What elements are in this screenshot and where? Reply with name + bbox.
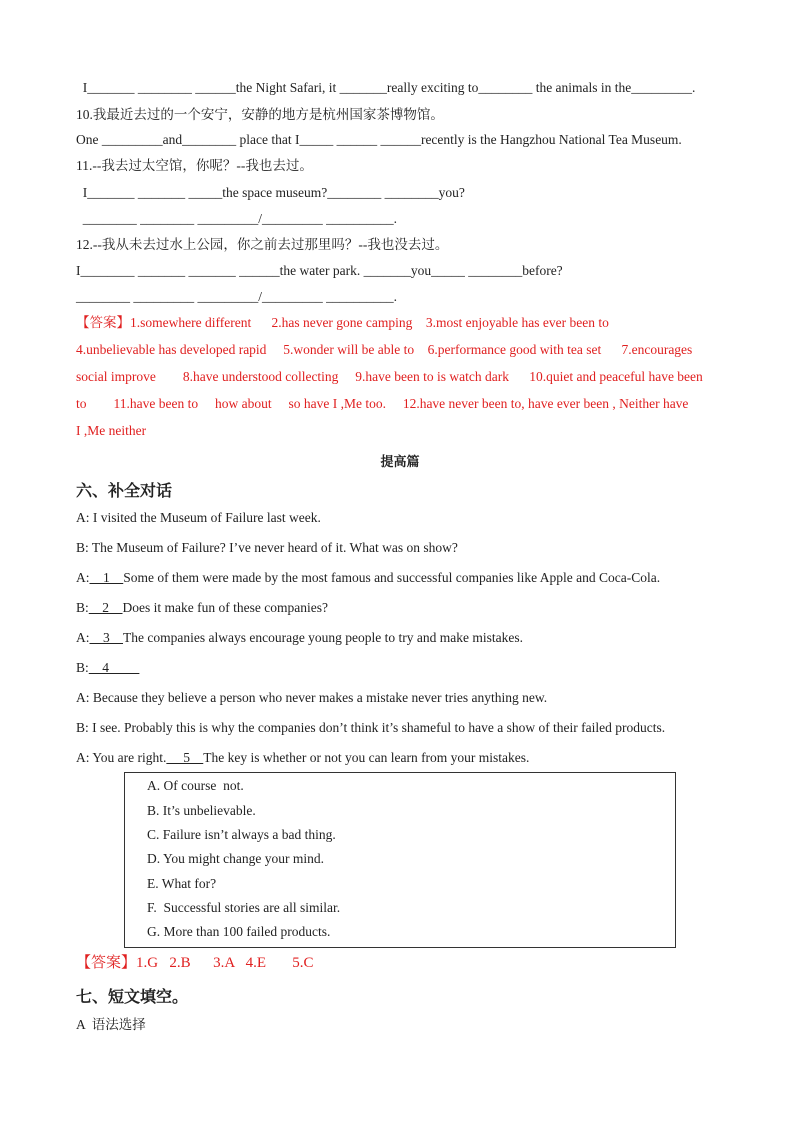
section-7-heading: 七、短文填空。 — [76, 987, 189, 1006]
exercise-prompt-11: 11.--我去过太空馆，你呢？--我也去过。 — [76, 158, 313, 173]
option-b: B. It’s unbelievable. — [147, 803, 256, 818]
speaker-a: A: — [76, 630, 90, 645]
exercise-line-11a: I_______ _______ _____the space museum?________ ________you? — [76, 185, 465, 200]
dialogue-line-1: A: I visited the Museum of Failure last week. — [76, 510, 321, 525]
dialogue-text: Some of them were made by the most famous and successful companies like Apple and Coca-Cola. — [123, 570, 661, 585]
blank-2: 2 — [88, 600, 123, 615]
speaker-b: B: — [76, 600, 89, 615]
answer-line-3: social improve 8.have understood collecting 9.have been to is watch dark 10.quiet and peaceful have been — [76, 369, 703, 384]
dialogue-line-7: A: Because they believe a person who never makes a mistake never tries anything new. — [76, 690, 548, 705]
dialogue-line-5 — [76, 629, 523, 647]
section-6-heading: 六、补全对话 — [76, 481, 173, 500]
option-f: F. Successful stories are all similar. — [147, 900, 341, 915]
dialogue-line-2: B: The Museum of Failure? I’ve never heard of it. What was on show? — [76, 540, 458, 555]
option-d: D. You might change your mind. — [147, 851, 324, 866]
dialogue-text: Does it make fun of these companies? — [122, 600, 328, 615]
option-c: C. Failure isn’t always a bad thing. — [147, 827, 336, 842]
dialogue-line-9 — [76, 749, 529, 767]
answer-line-2: 4.unbelievable has developed rapid 5.wonder will be able to 6.performance good with tea set 7.encourages — [76, 342, 693, 357]
option-g: G. More than 100 failed products. — [147, 924, 331, 939]
blank-1: 1 — [89, 570, 124, 585]
dialogue-line-3 — [76, 569, 660, 587]
dialogue-line-8: B: I see. Probably this is why the companies don’t think it’s shameful to have a show of their failed products. — [76, 720, 666, 735]
dialogue-text: A: You are right. — [76, 750, 167, 765]
speaker-a: A: — [76, 570, 90, 585]
answer-text-1: 1.somewhere different 2.has never gone camping 3.most enjoyable has ever been to — [130, 315, 609, 330]
blank-4: 4 — [88, 660, 140, 675]
answer-line-5: I ,Me neither — [76, 423, 147, 438]
answer-tag: 【答案】 — [76, 955, 137, 971]
dialogue-text: The companies always encourage young people to try and make mistakes. — [123, 630, 524, 645]
speaker-b: B: — [76, 660, 89, 675]
answer-section-6 — [76, 951, 314, 972]
answer-line-4: to 11.have been to how about so have I ,Me too. 12.have never been to, have ever been , Neither have — [76, 396, 689, 411]
exercise-line-12b: ________ _________ _________/_________ __________. — [76, 289, 398, 304]
dialogue-line-4 — [76, 599, 328, 617]
dialogue-text: The key is whether or not you can learn from your mistakes. — [203, 750, 530, 765]
option-e: E. What for? — [147, 876, 217, 891]
dialogue-line-6 — [76, 659, 139, 677]
exercise-line-11b: ________ ________ _________/_________ __________. — [76, 211, 398, 226]
section-subtitle: 提高篇 — [380, 454, 420, 469]
section-7-subheading: A 语法选择 — [76, 1017, 146, 1032]
exercise-prompt-10: 10.我最近去过的一个安宁，安静的地方是杭州国家茶博物馆。 — [76, 107, 444, 122]
exercise-line-9: I_______ ________ ______the Night Safari, it _______really exciting to________ the animals in the_________. — [76, 80, 696, 95]
exercise-line-12a: I________ _______ _______ ______the water park. _______you_____ ________before? — [76, 263, 563, 278]
options-box — [124, 772, 676, 948]
blank-3: 3 — [89, 630, 124, 645]
exercise-prompt-12: 12.--我从未去过水上公园，你之前去过那里吗？--我也没去过。 — [76, 237, 449, 252]
answer-tag: 【答案】 — [76, 315, 130, 330]
answer-text: 1.G 2.B 3.A 4.E 5.C — [136, 955, 314, 971]
blank-5: 5 — [166, 750, 204, 765]
answer-line-1 — [76, 314, 609, 332]
option-a: A. Of course not. — [147, 778, 244, 793]
exercise-line-10: One _________and________ place that I_____ ______ ______recently is the Hangzhou National Tea Museum. — [76, 132, 682, 147]
